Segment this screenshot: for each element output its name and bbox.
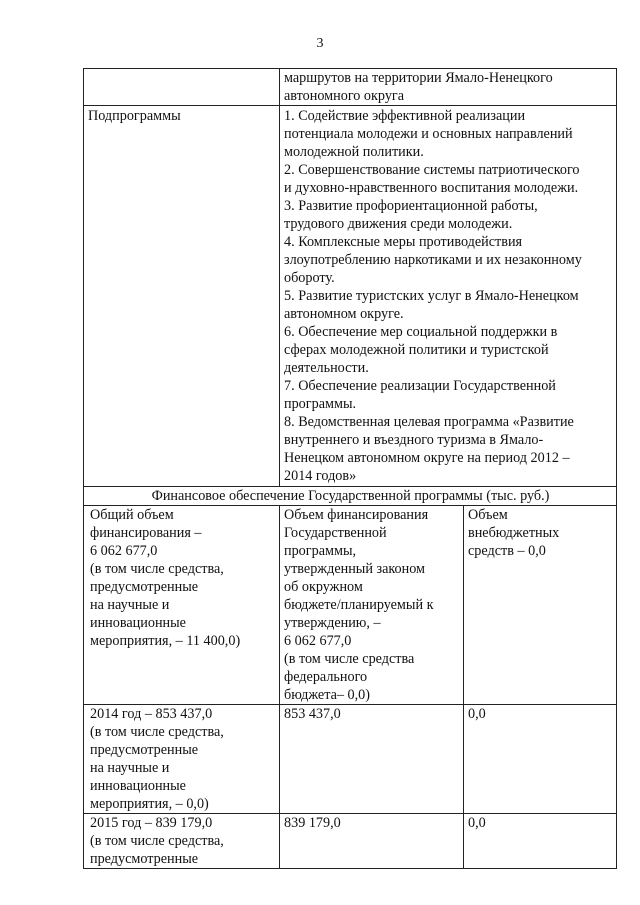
year-total-text: 2014 год – 853 437,0 (в том числе средства, предусмотренные на научные и инновационные мероприятия, – 0,0) xyxy=(90,706,224,812)
finance-header-row xyxy=(84,506,617,705)
passport-table xyxy=(83,68,617,869)
subprogram-item: 4. Комплексные меры противодействия злоупотреблению наркотиками и их незаконному обороту. xyxy=(284,234,582,286)
year-state-value: 853 437,0 xyxy=(284,706,341,722)
finance-total-text: Общий объем финансирования – 6 062 677,0 (в том числе средства, предусмотренные на научные и инновационные мероприятия, – 11 400,0) xyxy=(90,507,241,649)
subprogram-item: 3. Развитие профориентационной работы, трудового движения среди молодежи. xyxy=(284,198,538,232)
continuation-text: маршрутов на территории Ямало-Ненецкого автономного округа xyxy=(284,70,553,104)
subprogram-item: 5. Развитие туристских услуг в Ямало-Ненецком автономном округе. xyxy=(284,288,579,322)
subprograms-label: Подпрограммы xyxy=(88,108,181,124)
finance-state-cell xyxy=(280,506,464,705)
subprograms-label-cell xyxy=(84,106,280,487)
finance-title-row xyxy=(84,487,617,506)
year-total-cell xyxy=(84,705,280,814)
year-state-value: 839 179,0 xyxy=(284,815,341,831)
year-total-text: 2015 год – 839 179,0 (в том числе средства, предусмотренные xyxy=(90,815,224,867)
subprogram-item: 2. Совершенствование системы патриотического и духовно-нравственного воспитания молодежи. xyxy=(284,162,580,196)
subprogram-item: 6. Обеспечение мер социальной поддержки в сферах молодежной политики и туристской деятельности. xyxy=(284,324,558,376)
subprograms-row xyxy=(84,106,617,487)
finance-extra-text: Объем внебюджетных средств – 0,0 xyxy=(468,507,560,559)
year-extra-cell xyxy=(464,705,617,814)
page-number: 3 xyxy=(316,36,324,51)
finance-extra-cell xyxy=(464,506,617,705)
finance-year-row xyxy=(84,814,617,869)
year-total-cell xyxy=(84,814,280,869)
year-extra-value: 0,0 xyxy=(468,706,486,722)
finance-year-row xyxy=(84,705,617,814)
subprogram-item: 8. Ведомственная целевая программа «Развитие внутреннего и въездного туризма в Ямало- Ненецком автономном округе на период 2012 – 2014 годов» xyxy=(284,414,574,484)
finance-total-cell xyxy=(84,506,280,705)
subprogram-item: 1. Содействие эффективной реализации потенциала молодежи и основных направлений молодежной политики. xyxy=(284,108,573,160)
year-state-cell xyxy=(280,814,464,869)
subprograms-list-cell xyxy=(280,106,617,487)
finance-state-text: Объем финансирования Государственной программы, утвержденный законом об окружном бюджете/планируемый к утверждению, – 6 062 677,0 (в том числе средства федерального бюджета– 0,0) xyxy=(284,507,434,703)
finance-title: Финансовое обеспечение Государственной программы (тыс. руб.) xyxy=(84,487,617,506)
year-extra-cell xyxy=(464,814,617,869)
continuation-label-cell xyxy=(84,69,280,106)
continuation-row xyxy=(84,69,617,106)
year-extra-value: 0,0 xyxy=(468,815,486,831)
subprogram-item: 7. Обеспечение реализации Государственной программы. xyxy=(284,378,556,412)
year-state-cell xyxy=(280,705,464,814)
continuation-text-cell xyxy=(280,69,617,106)
